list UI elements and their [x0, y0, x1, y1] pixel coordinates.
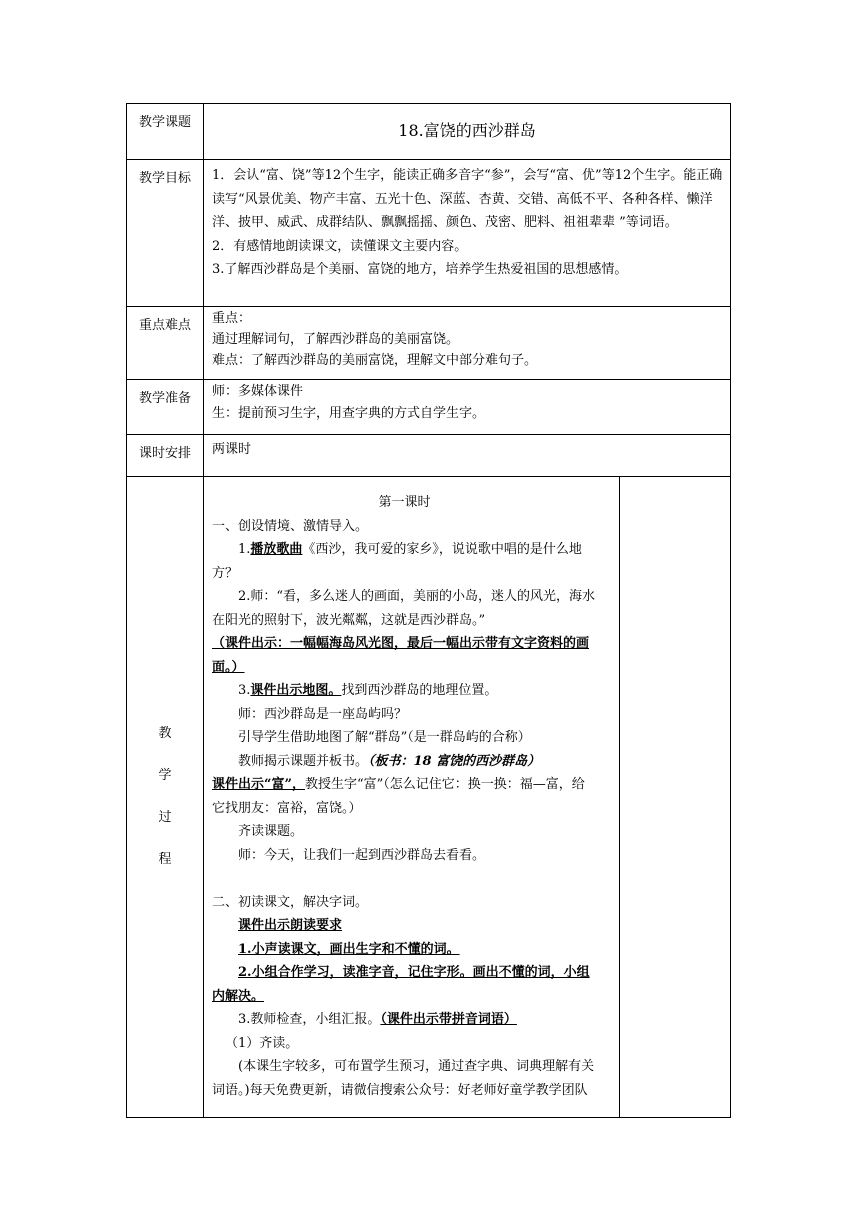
keypoint-line: 通过理解词句，了解西沙群岛的美丽富饶。 — [212, 332, 460, 347]
blackboard-note: （板书：18 富饶的西沙群岛） — [368, 753, 541, 769]
section-heading: 一、创设情境、激情导入。 — [212, 518, 369, 534]
schedule-label: 课时安排 — [127, 435, 204, 477]
lesson-plan-table — [126, 103, 731, 1118]
goals-row — [127, 160, 731, 307]
process-row — [127, 477, 731, 1118]
requirement-item: 1.小声读课文，画出生字和不懂的词。 — [238, 941, 460, 957]
schedule-row — [127, 435, 731, 477]
paragraph: 教师揭示课题并板书。（板书：18 富饶的西沙群岛） — [238, 753, 541, 769]
topic-row — [127, 104, 731, 160]
keypoints-content — [204, 307, 731, 380]
courseware-note: （课件出示：一幅幅海岛风光图，最后一幅出示带有文字资料的画面。） — [212, 636, 590, 675]
paragraph: 课件出示“富”，教授生字“富”（怎么记住它：换一换：福—富，给它找朋友：富裕，富饶。） — [212, 777, 585, 816]
paragraph: 引导学生借助地图了解“群岛”（是一群岛屿的合称） — [238, 730, 531, 745]
paragraph: 1.播放歌曲《西沙，我可爱的家乡》，说说歌中唱的是什么地方？ — [212, 542, 582, 581]
goal-item: 2．有感情地朗读课文，读懂课文主要内容。 — [212, 238, 468, 254]
requirement-item: 2.小组合作学习，读准字音，记住字形。画出不懂的词，小组内解决。 — [212, 965, 590, 1004]
paragraph: 3.教师检查，小组汇报。（课件出示带拼音词语） — [238, 1012, 517, 1027]
paragraph: 师：西沙群岛是一座岛屿吗？ — [238, 706, 408, 722]
goal-item: 3.了解西沙群岛是个美丽、富饶的地方，培养学生热爱祖国的思想感情。 — [212, 262, 628, 277]
goals-content — [204, 160, 731, 307]
goals-label: 教学目标 — [127, 160, 204, 307]
schedule-content: 两课时 — [204, 435, 731, 477]
prep-row — [127, 380, 731, 435]
paragraph: 齐读课题。 — [238, 824, 304, 839]
keypoint-line: 难点：了解西沙群岛的美丽富饶，理解文中部分难句子。 — [212, 353, 538, 368]
spacer — [212, 867, 597, 891]
prep-label: 教学准备 — [127, 380, 204, 435]
paragraph: 2.师：“看，多么迷人的画面，美丽的小岛，迷人的风光，海水在阳光的照射下，波光粼粼，这就是西沙群岛。” — [212, 589, 596, 628]
lesson-period-title: 第一课时 — [378, 495, 431, 510]
process-label: 教 学 过 程 — [127, 477, 204, 1118]
keypoints-label: 重点难点 — [127, 307, 204, 380]
goal-item: 1．会认“富、饶”等12个生字，能读正确多音字“参”，会写“富、优”等12个生字。能正确读写“风景优美、物产丰富、五光十色、深蓝、杏黄、交错、高低不平、各种各样、懒洋洋、披甲、威武、成群结队、飘飘摇摇、颜色、茂密、肥料、祖祖辈辈 ”等词语。 — [212, 168, 723, 230]
topic-label: 教学课题 — [127, 104, 204, 160]
paragraph: 3.课件出示地图。找到西沙群岛的地理位置。 — [238, 683, 498, 698]
paragraph: (本课生字较多，可布置学生预习，通过查字典、词典理解有关词语。)每天免费更新，请微信搜索公众号：好老师好童学教学团队 — [212, 1059, 595, 1098]
prep-line: 师：多媒体课件 — [212, 384, 304, 399]
requirements-title: 课件出示朗读要求 — [238, 918, 343, 933]
section-heading: 二、初读课文，解决字词。 — [212, 894, 369, 910]
prep-content — [204, 380, 731, 435]
notes-column — [620, 477, 731, 1118]
paragraph: 师：今天，让我们一起到西沙群岛去看看。 — [238, 847, 486, 863]
keypoints-row — [127, 307, 731, 380]
paragraph: （1）齐读。 — [225, 1035, 299, 1051]
prep-line: 生：提前预习生字，用查字典的方式自学生字。 — [212, 406, 486, 421]
lesson-title: 18.富饶的西沙群岛 — [204, 104, 731, 160]
keypoint-line: 重点： — [212, 311, 252, 326]
process-content — [204, 477, 620, 1118]
